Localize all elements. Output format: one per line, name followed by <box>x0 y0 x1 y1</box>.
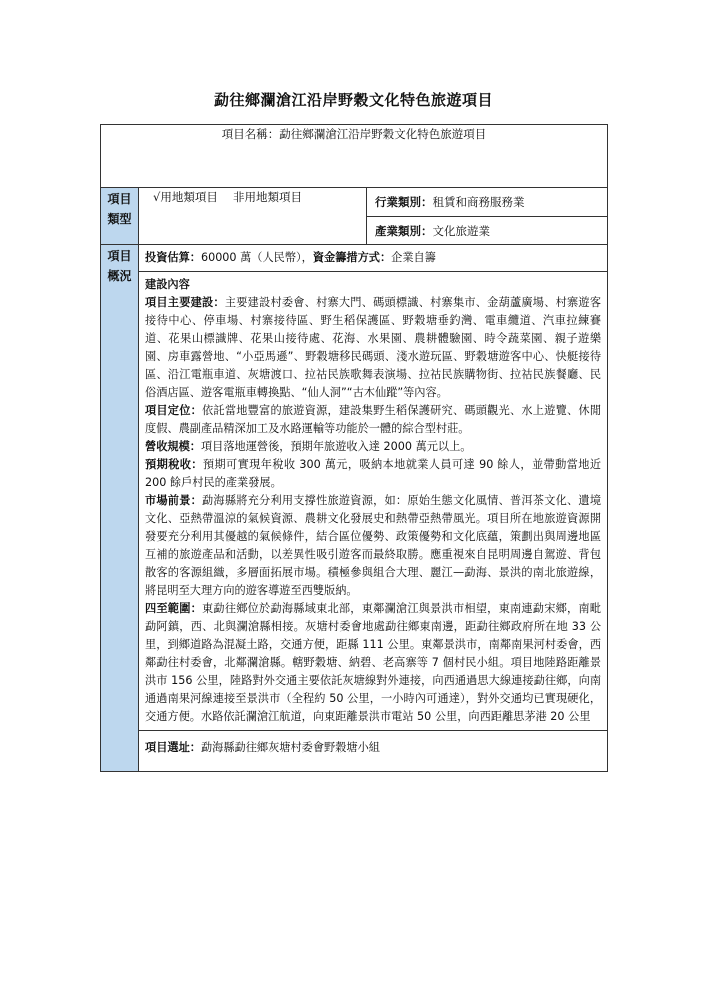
boundary-label: 四至範圍： <box>145 602 203 615</box>
overview-header: 項目概況 <box>101 245 139 772</box>
document-title: 勐往鄉瀾滄江沿岸野穀文化特色旅遊項目 <box>213 91 493 109</box>
investment-section <box>139 245 607 271</box>
revenue-label: 營收規模： <box>145 440 201 453</box>
revenue-value: 項目落地運營後，預期年旅遊收入達 2000 萬元以上。 <box>200 440 472 453</box>
investment-label: 投資估算： <box>145 251 201 264</box>
market-label: 市場前景： <box>145 494 203 507</box>
tax-value: 預期可實現年稅收 300 萬元，吸納本地就業人員可達 90 餘人，並帶動當地近 200 餘戶村民的產業發展。 <box>145 458 602 489</box>
project-name-row <box>101 125 608 188</box>
main-construction-label: 項目主要建設： <box>145 296 225 309</box>
industry-category <box>367 188 607 216</box>
positioning-label: 項目定位： <box>145 404 203 417</box>
boundary <box>145 600 601 726</box>
sector-category <box>367 216 607 244</box>
positioning <box>145 402 601 438</box>
revenue <box>145 438 601 456</box>
project-table <box>100 124 608 772</box>
construction-heading-text: 建設內容 <box>145 278 190 291</box>
project-name-value: 勐往鄉瀾滄江沿岸野穀文化特色旅遊項目 <box>279 127 487 141</box>
market-outlook <box>145 492 601 600</box>
address-section <box>139 730 607 771</box>
address-value: 勐海縣勐往鄉灰塘村委會野穀塘小組 <box>200 741 380 754</box>
sector-value: 文化旅遊業 <box>432 224 490 238</box>
funding-label: 資金籌措方式： <box>312 251 392 264</box>
overview-content <box>139 245 608 772</box>
project-type-row <box>101 188 608 245</box>
investment-value: 60000 萬（人民幣）， <box>200 251 313 264</box>
positioning-value: 依託當地豐富的旅遊資源，建設集野生稻保護研究、碼頭觀光、水上遊覽、休閒度假、農副產品精深加工及水路運輸等功能於一體的綜合型村莊。 <box>145 404 602 435</box>
industry-value: 租賃和商務服務業 <box>432 195 525 209</box>
project-type-options: √用地類項目 非用地類項目 <box>139 188 367 245</box>
tax <box>145 456 601 492</box>
main-construction-value: 主要建設村委會、村寨大門、碼頭標識、村寨集市、金葫蘆廣場、村寨遊客接待中心、停車場、村寨接待區、野生稻保護區、野穀塘垂釣灣、電車纜道、汽車拉練賽道、花果山標識牌、花果山接待處、花海、水果園、農耕體驗園、時令蔬菜園、親子遊樂園、房車露營地、“小亞馬遜”、野穀塘移民碼頭、淺水遊玩區、野穀塘遊客中心、快艇接待區、沿江電瓶車道、灰塘渡口、拉祜民族歌舞表演場、拉祜民族購物街、拉祜民族餐廳、民俗酒店區、遊客電瓶車轉換點、“仙人洞”“古木仙蹤”等內容。 <box>145 296 602 399</box>
category-cell <box>367 188 608 245</box>
boundary-value: 東勐往鄉位於勐海縣域東北部，東鄰瀾滄江與景洪市相望，東南連勐宋鄉，南毗勐阿鎮，西、北與瀾滄縣相接。灰塘村委會地處勐往鄉東南邊，距勐往鄉政府所在地 33 公里，到鄉道路為混凝土路，交通方便，距縣 111 公里。東鄰景洪市，南鄰南果河村委會，西鄰勐往村委會，北鄰瀾滄縣。轄野穀塘、納碧、老高寨等 7 個村民小組。項目地陸路距離景洪市 156 公里，陸路對外交通主要依託灰塘線對外連接，向西通過思大線連接勐往鄉，向南通過南果河線連接至景洪市（全程約 50 公里，一小時內可通達），對外交通均已實現硬化，交通方便。水路依託瀾滄江航道，向東距離景洪市電站 50 公里，向西距離思茅港 20 公里 <box>145 602 602 723</box>
address-label: 項目選址： <box>145 741 201 754</box>
main-construction <box>145 294 601 402</box>
project-type-header: 項目類型 <box>101 188 139 245</box>
overview-row <box>101 245 608 772</box>
project-name-cell <box>101 125 608 188</box>
industry-label: 行業類別： <box>375 195 433 209</box>
tax-label: 預期稅收： <box>145 458 203 471</box>
investment-line <box>145 249 601 267</box>
project-name-label: 項目名稱： <box>221 127 280 141</box>
construction-section <box>139 271 607 730</box>
project-address <box>145 739 601 757</box>
funding-value: 企業自籌 <box>391 251 436 264</box>
sector-label: 產業類別： <box>375 224 433 238</box>
market-value: 勐海縣將充分利用支撐性旅遊資源，如：原始生態文化風情、普洱茶文化、遺境文化、亞熱帶溫涼的氣候資源、農耕文化發展史和熱帶亞熱帶風光。項目所在地旅遊資源開發要充分利用其優越的氣候條件，結合區位優勢、政策優勢和文化底蘊，策劃出與周邊地區互補的旅遊產品和活動，以差異性吸引遊客而最終取勝。應重視來自昆明周邊自駕遊、背包散客的客源組織，多層面拓展市場。積極參與組合大理、麗江—勐海、景洪的南北旅遊線，將昆明至大理方向的遊客導遊至西雙版納。 <box>145 494 602 597</box>
construction-heading <box>145 276 601 294</box>
